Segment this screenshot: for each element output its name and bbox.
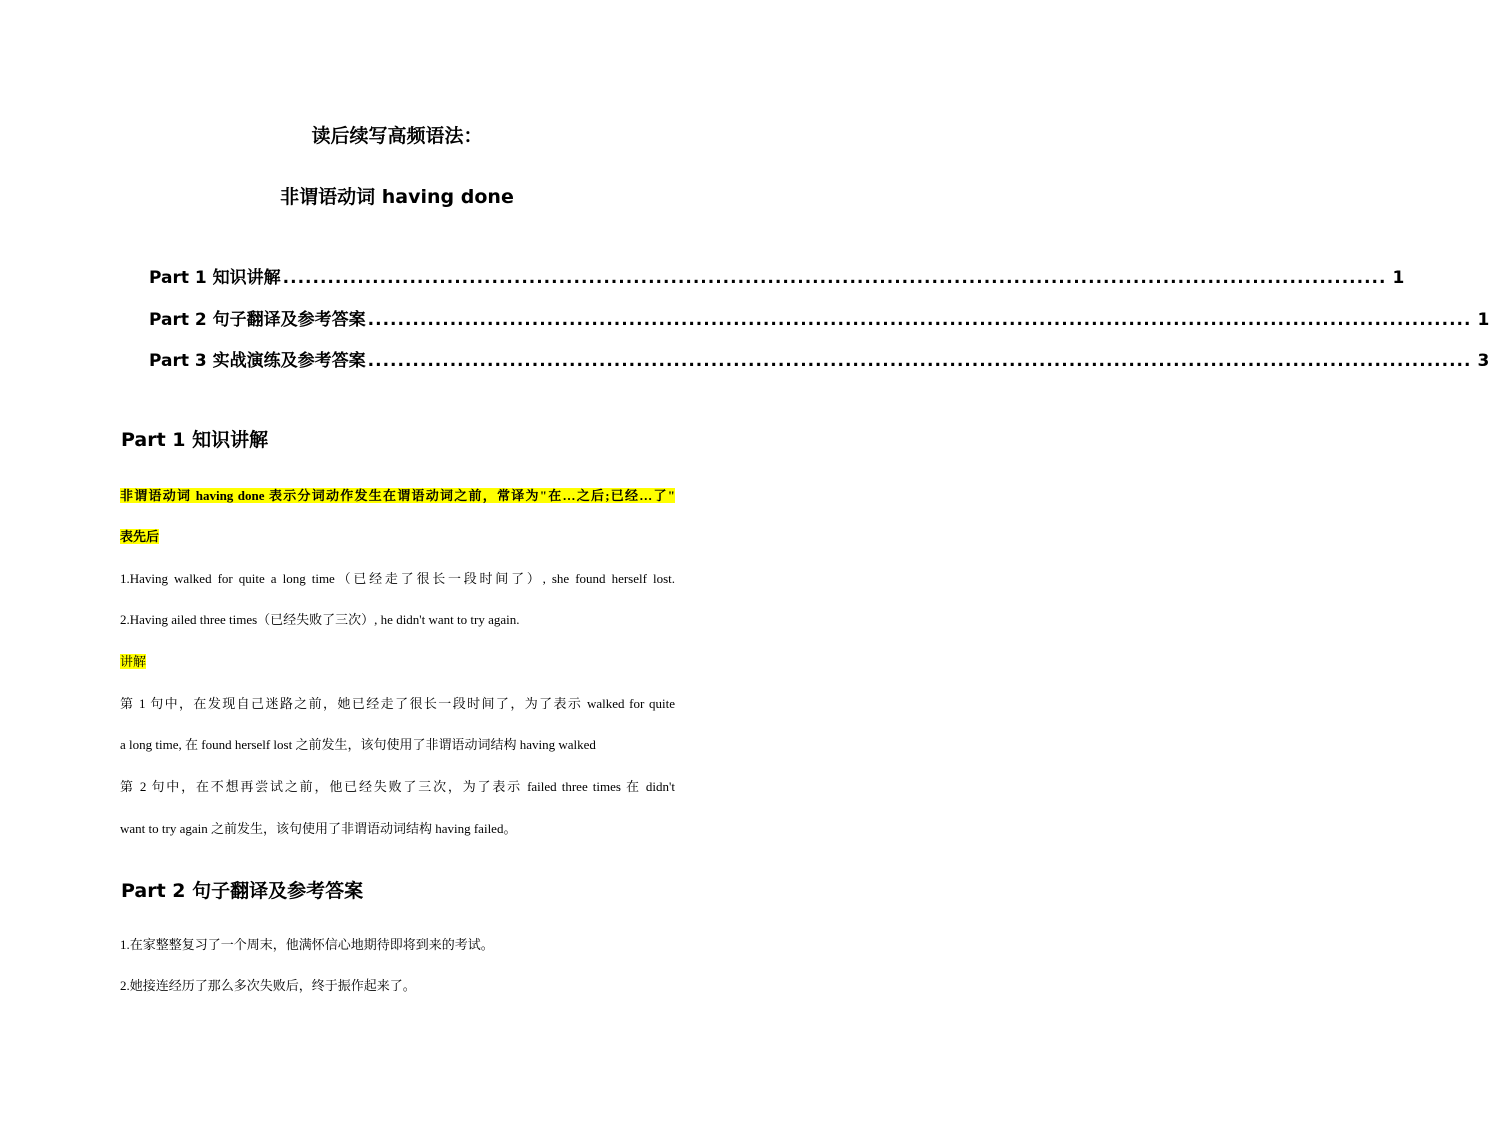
explanation-label bbox=[120, 653, 675, 671]
toc-entry-part3[interactable] bbox=[149, 346, 1489, 371]
highlighted-text: 表先后 bbox=[120, 529, 160, 544]
toc-leader-dots: .................................................................................................................................................... bbox=[282, 268, 1387, 288]
toc-entry-part2[interactable] bbox=[149, 305, 1489, 330]
toc-page-number: 1 bbox=[1477, 310, 1489, 330]
translation-question-2: 2.她接连经历了那么多次失败后，终于振作起来了。 bbox=[120, 978, 416, 993]
rule-statement-line1 bbox=[120, 487, 675, 505]
rule-statement-line2 bbox=[120, 528, 675, 546]
highlighted-text: 讲解 bbox=[120, 654, 147, 669]
document-subtitle: 非谓语动词 having done bbox=[280, 186, 514, 208]
explanation-2-line2: want to try again 之前发生，该句使用了非谓语动词结构 having failed。 bbox=[120, 821, 517, 836]
section-heading-part2: Part 2 句子翻译及参考答案 bbox=[121, 880, 364, 902]
toc-page-number: 3 bbox=[1477, 351, 1489, 371]
explanation-1-line2: a long time, 在 found herself lost 之前发生，该句使用了非谓语动词结构 having walked bbox=[120, 737, 596, 752]
translation-question-1: 1.在家整整复习了一个周末，他满怀信心地期待即将到来的考试。 bbox=[120, 937, 494, 952]
document-title: 读后续写高频语法： bbox=[311, 125, 483, 147]
toc-entry-label: Part 3 实战演练及参考答案 bbox=[149, 351, 366, 371]
toc-entry-label: Part 1 知识讲解 bbox=[149, 268, 281, 288]
toc-page-number: 1 bbox=[1392, 268, 1405, 288]
toc-entry-part1[interactable] bbox=[149, 263, 1405, 288]
section-heading-part1: Part 1 知识讲解 bbox=[121, 429, 269, 451]
explanation-1-line1: 第 1 句中，在发现自己迷路之前，她已经走了很长一段时间了，为了表示 walked for quite bbox=[120, 696, 675, 711]
toc-leader-dots: .................................................................................................................................................... bbox=[367, 310, 1472, 330]
toc-leader-dots: .................................................................................................................................................... bbox=[367, 351, 1472, 371]
toc-entry-label: Part 2 句子翻译及参考答案 bbox=[149, 310, 366, 330]
example-sentence-2: 2.Having ailed three times（已经失败了三次）, he didn't want to try again. bbox=[120, 612, 520, 627]
highlighted-text: 非谓语动词 having done 表示分词动作发生在谓语动词之前，常译为"在…之后;已经…了" bbox=[120, 488, 675, 503]
explanation-2-line1: 第 2 句中，在不想再尝试之前，他已经失败了三次，为了表示 failed three times 在 didn't bbox=[120, 779, 675, 794]
example-sentence-1: 1.Having walked for quite a long time（已经走了很长一段时间了）, she found herself lost. bbox=[120, 571, 675, 586]
